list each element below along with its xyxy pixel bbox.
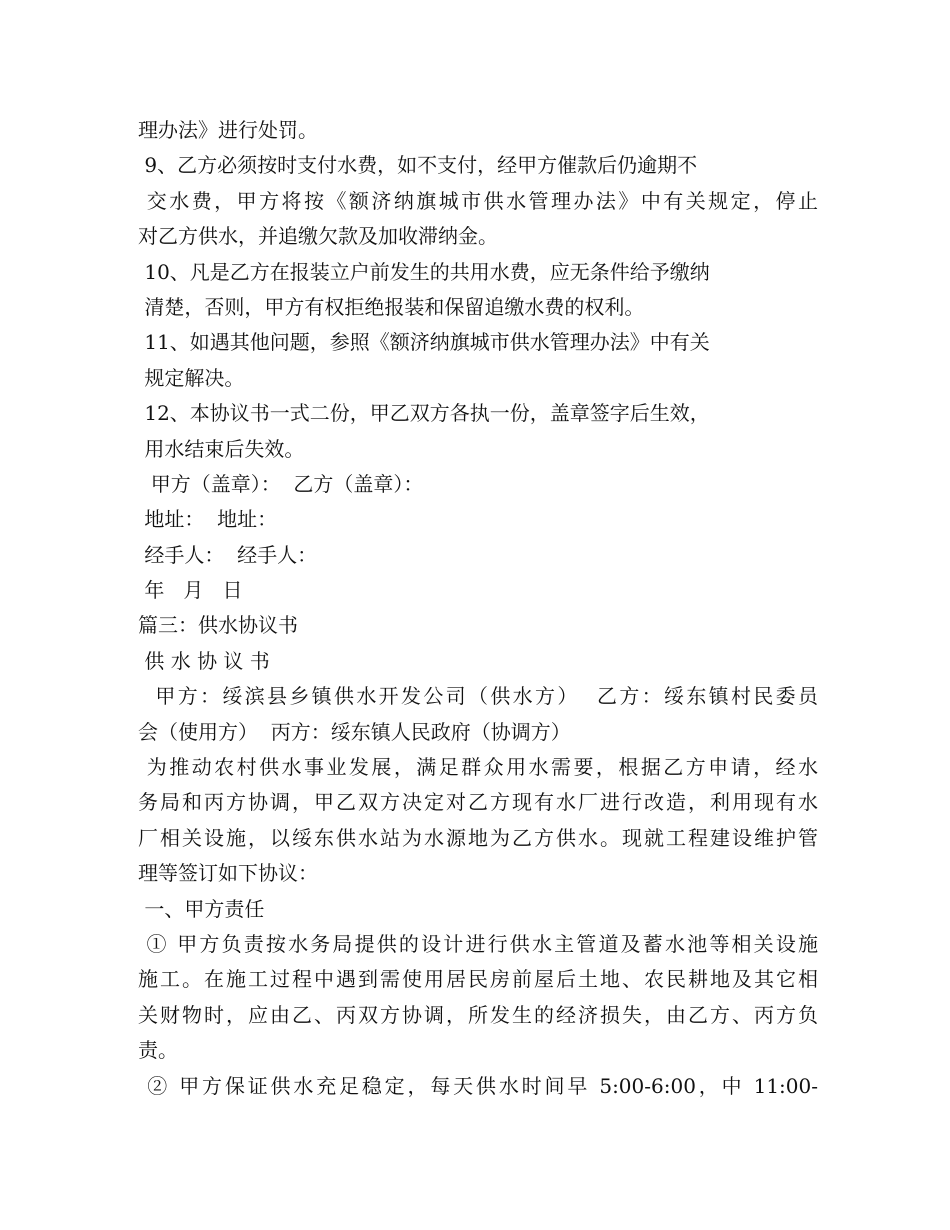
text-line-5: 10、凡是乙方在报装立户前发生的共用水费，应无条件给予缴纳 [138,259,710,284]
text-line-19: 为推动农村供水事业发展，满足群众用水需要，根据乙方申请，经水 [138,755,818,780]
section-heading: 篇三：供水协议书 [138,613,298,638]
text-line-28: ② 甲方保证供水充足稳定，每天供水时间早 5:00-6:00，中 11:00- [138,1073,818,1098]
text-line-8: 规定解决。 [138,365,245,390]
text-line-25: 施工。在施工过程中遇到需使用居民房前屋后土地、农民耕地及其它相 [138,967,818,992]
text-line-24: ① 甲方负责按水务局提供的设计进行供水主管道及蓄水池等相关设施 [138,931,818,956]
clause-heading: 一、甲方责任 [138,896,265,921]
signature-handler-labels: 经手人： 经手人： [138,542,318,567]
text-line-17: 甲方：绥滨县乡镇供水开发公司（供水方） 乙方：绥东镇村民委员 [138,684,818,709]
text-line-2: 9、乙方必须按时支付水费，如不支付，经甲方催款后仍逾期不 [138,153,698,178]
text-line-4: 对乙方供水，并追缴欠款及加收滞纳金。 [138,224,498,249]
text-line-6: 清楚，否则，甲方有权拒绝报装和保留追缴水费的权利。 [138,294,645,319]
document-body [138,113,818,1104]
text-line-22: 理等签订如下协议： [138,861,318,886]
text-line-7: 11、如遇其他问题，参照《额济纳旗城市供水管理办法》中有关 [138,330,710,355]
text-line-1: 理办法》进行处罚。 [138,118,318,142]
text-line-18: 会（使用方） 丙方：绥东镇人民政府（协调方） [138,719,571,744]
signature-party-labels: 甲方（盖章）： 乙方（盖章）： [138,471,424,496]
text-line-10: 用水结束后失效。 [138,436,305,461]
text-line-21: 厂相关设施，以绥东供水站为水源地为乙方供水。现就工程建设维护管 [138,825,818,850]
text-line-26: 关财物时，应由乙、丙双方协调，所发生的经济损失，由乙方、丙方负 [138,1002,818,1027]
text-line-27: 责。 [138,1038,178,1063]
signature-date-labels: 年 月 日 [138,578,243,603]
signature-address-labels: 地址： 地址： [138,507,278,532]
text-line-20: 务局和丙方协调，甲乙双方决定对乙方现有水厂进行改造，利用现有水 [138,790,818,815]
agreement-title: 供 水 协 议 书 [138,648,270,673]
text-line-9: 12、本协议书一式二份，甲乙双方各执一份，盖章签字后生效， [138,401,710,426]
text-line-3: 交水费，甲方将按《额济纳旗城市供水管理办法》中有关规定，停止 [138,188,818,213]
